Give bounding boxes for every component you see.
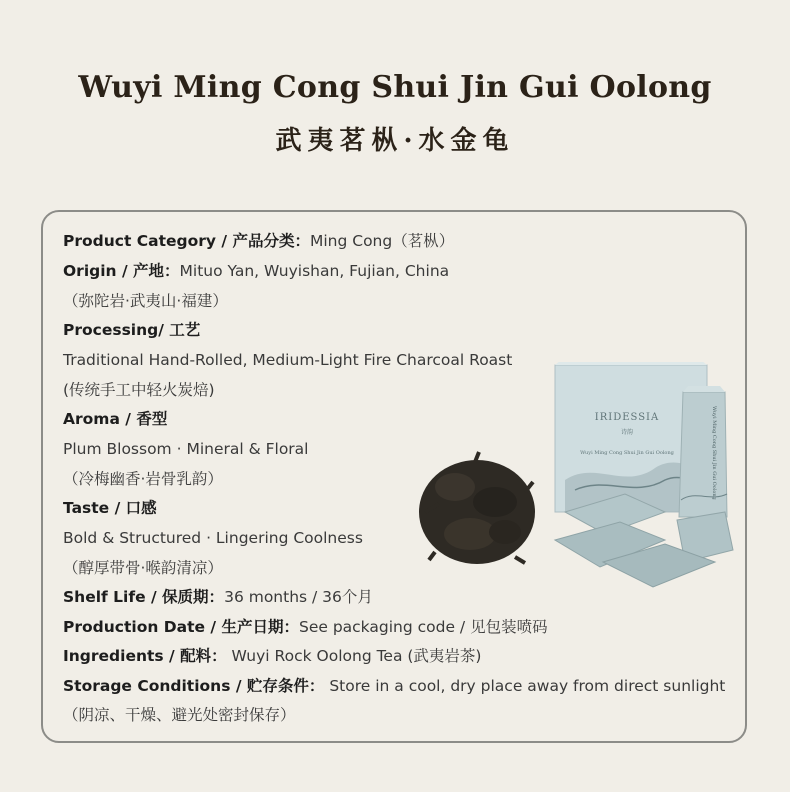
taste-value: Bold & Structured · Lingering Coolness bbox=[63, 529, 363, 547]
shelf-life-label: Shelf Life / 保质期： bbox=[63, 588, 225, 606]
storage-row bbox=[63, 676, 725, 696]
storage-cn: （阴凉、干燥、避光处密封保存） bbox=[63, 706, 296, 724]
shelf-life-row bbox=[63, 587, 373, 607]
shelf-life-value: 36 months / 36个月 bbox=[224, 588, 373, 606]
origin-value: Mituo Yan, Wuyishan, Fujian, China bbox=[179, 262, 450, 280]
box-brand-cn: 诗韵 bbox=[620, 429, 634, 436]
category-value: Ming Cong（茗枞） bbox=[309, 232, 455, 250]
storage-label: Storage Conditions / 贮存条件： bbox=[63, 677, 325, 695]
product-image bbox=[415, 362, 740, 602]
processing-cn: (传统手工中轻火炭焙) bbox=[63, 381, 215, 399]
page-title: Wuyi Ming Cong Shui Jin Gui Oolong bbox=[78, 70, 712, 105]
tea-sachet-upright bbox=[679, 386, 727, 517]
origin-cn: （弥陀岩·武夷山·福建） bbox=[63, 292, 228, 310]
category-label: Product Category / 产品分类： bbox=[63, 232, 310, 250]
ingredients-label: Ingredients / 配料： bbox=[63, 647, 227, 665]
taste-cn: （醇厚带骨·喉韵清凉） bbox=[63, 559, 223, 577]
processing-value: Traditional Hand-Rolled, Medium-Light Fire Charcoal Roast bbox=[63, 351, 513, 369]
processing-label: Processing/ 工艺 bbox=[63, 321, 201, 339]
storage-value: Store in a cool, dry place away from direct sunlight bbox=[324, 677, 726, 695]
box-brand: IRIDESSIA bbox=[594, 412, 660, 423]
category-row bbox=[63, 231, 454, 251]
sachet-text: Wuyi Ming Cong Shui Jin Gui Oolong bbox=[711, 406, 717, 500]
page-subtitle: 武夷茗枞·水金龟 bbox=[275, 126, 515, 156]
production-date-label: Production Date / 生产日期： bbox=[63, 618, 299, 636]
box-text: Wuyi Ming Cong Shui Jin Gui Oolong bbox=[580, 450, 674, 456]
taste-label: Taste / 口感 bbox=[63, 499, 157, 517]
origin-label: Origin / 产地： bbox=[63, 262, 180, 280]
aroma-label: Aroma / 香型 bbox=[63, 410, 168, 428]
tea-leaves bbox=[419, 452, 535, 564]
ingredients-row bbox=[63, 646, 481, 666]
production-date-value: See packaging code / 见包装喷码 bbox=[298, 618, 548, 636]
aroma-cn: （冷梅幽香·岩骨乳韵） bbox=[63, 470, 223, 488]
ingredients-value: Wuyi Rock Oolong Tea (武夷岩茶) bbox=[226, 647, 482, 665]
origin-row bbox=[63, 261, 449, 281]
production-date-row bbox=[63, 617, 548, 637]
aroma-value: Plum Blossom · Mineral & Floral bbox=[63, 440, 309, 458]
